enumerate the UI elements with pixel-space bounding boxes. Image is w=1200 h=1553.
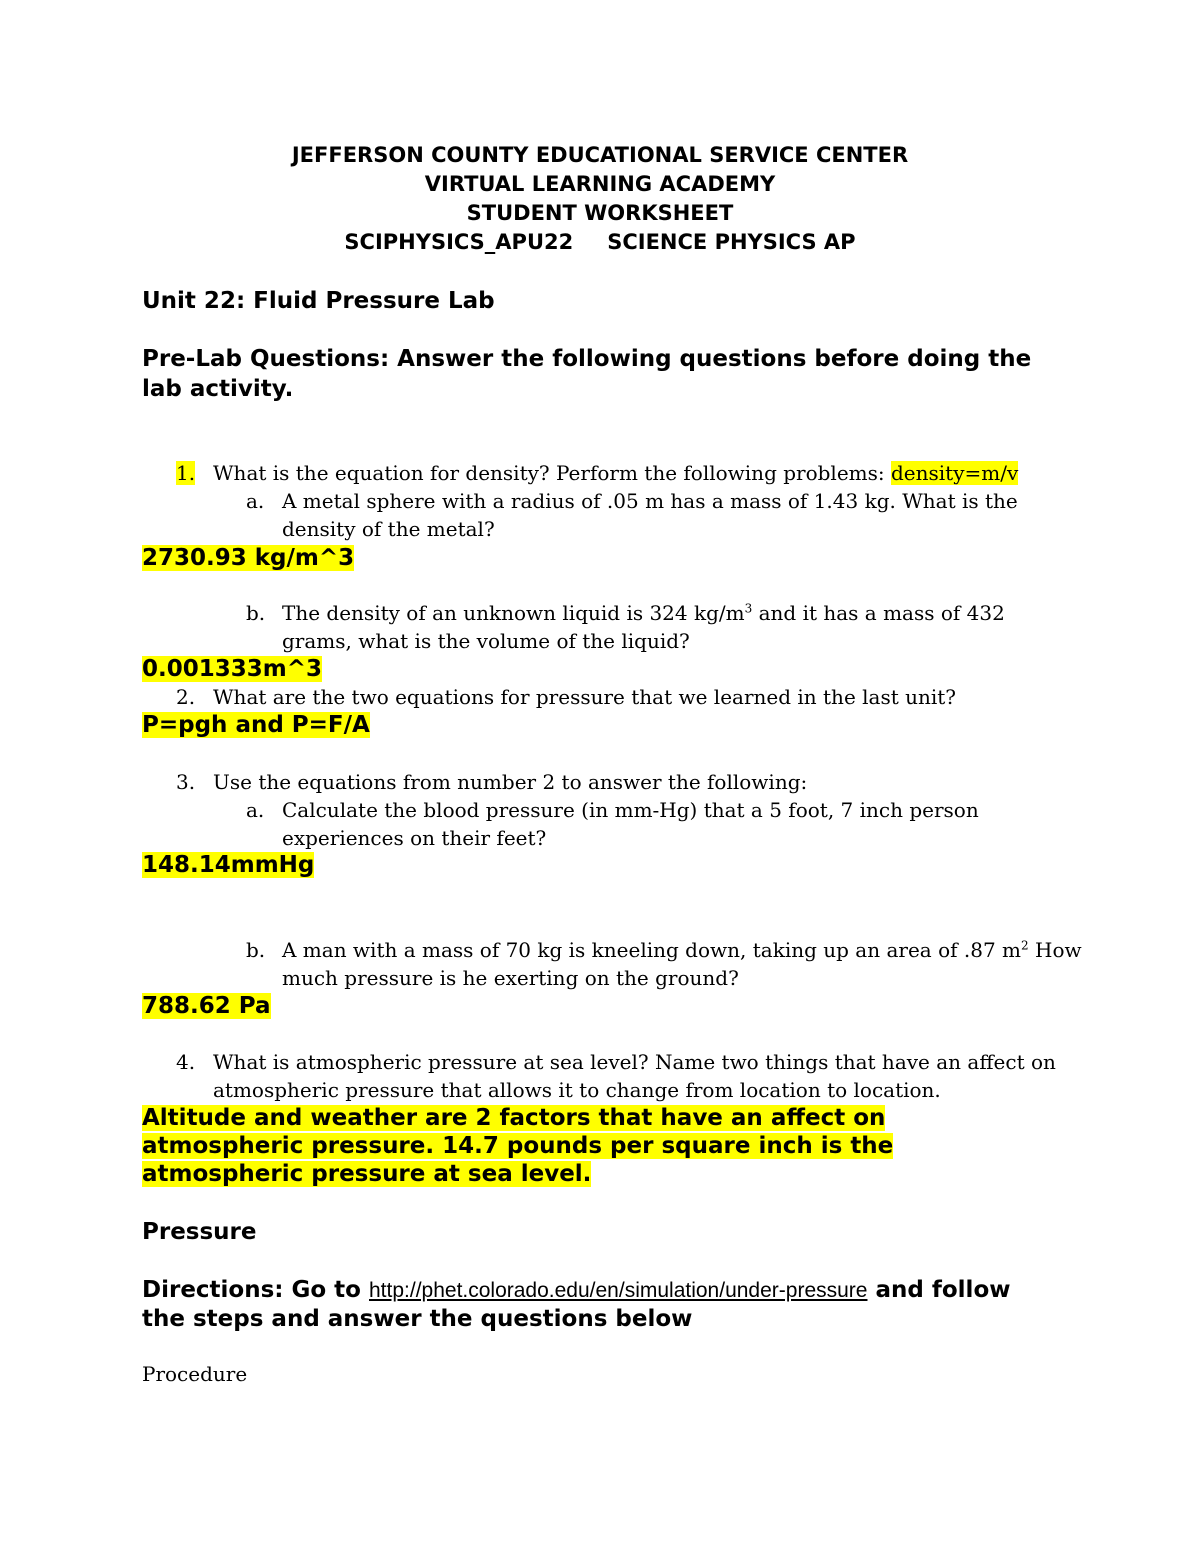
q1a-line-2: density of the metal? (282, 517, 495, 541)
directions-line-2: the steps and answer the questions below (142, 1306, 693, 1332)
q2-text: What are the two equations for pressure that we learned in the last unit? (213, 685, 957, 709)
prelab-instructions-line-1: Pre-Lab Questions: Answer the following questions before doing the (142, 346, 1032, 372)
q2-answer: P=pgh and P=F/A (142, 712, 370, 738)
q4-answer-line-3: atmospheric pressure at sea level. (142, 1161, 592, 1187)
procedure-label: Procedure (142, 1362, 248, 1386)
q1b-line-2: grams, what is the volume of the liquid? (282, 629, 690, 653)
header-line-2: VIRTUAL LEARNING ACADEMY (424, 172, 776, 196)
q3a-marker: a. (246, 798, 265, 822)
q3b-line-2: much pressure is he exerting on the ground? (282, 966, 739, 990)
q1b-marker: b. (246, 601, 266, 625)
header-line-3: STUDENT WORKSHEET (466, 201, 734, 225)
q4-answer-line-1: Altitude and weather are 2 factors that have an affect on (142, 1105, 886, 1131)
q3-text: Use the equations from number 2 to answer the following: (213, 770, 808, 794)
q3-number: 3. (176, 770, 196, 794)
q3a-line-1: Calculate the blood pressure (in mm-Hg) that a 5 foot, 7 inch person (282, 798, 979, 822)
q2-number: 2. (176, 685, 196, 709)
pressure-heading: Pressure (142, 1219, 257, 1245)
q3a-line-2: experiences on their feet? (282, 826, 547, 850)
q1-text: What is the equation for density? Perform the following problems: density=m/v (213, 461, 1019, 485)
course-code: SCIPHYSICS_APU22 (344, 230, 574, 254)
q3b-answer: 788.62 Pa (142, 993, 271, 1019)
header-line-1: JEFFERSON COUNTY EDUCATIONAL SERVICE CENTER (291, 143, 909, 167)
q3b-marker: b. (246, 938, 266, 962)
q4-number: 4. (176, 1050, 196, 1074)
q4-line-2: atmospheric pressure that allows it to change from location to location. (213, 1078, 941, 1102)
q4-line-1: What is atmospheric pressure at sea level? Name two things that have an affect on (213, 1050, 1056, 1074)
q1a-marker: a. (246, 489, 265, 513)
unit-title: Unit 22: Fluid Pressure Lab (142, 288, 495, 314)
q4-answer-line-2: atmospheric pressure. 14.7 pounds per square inch is the (142, 1133, 894, 1159)
course-name: SCIENCE PHYSICS AP (607, 230, 856, 254)
q1-highlight: density=m/v (891, 461, 1019, 485)
q1-number: 1. (176, 461, 196, 485)
directions-line-1 (142, 1277, 1011, 1303)
prelab-instructions-line-2: lab activity. (142, 376, 294, 402)
directions-after: and follow (875, 1277, 1011, 1303)
q1a-line-1: A metal sphere with a radius of .05 m has a mass of 1.43 kg. What is the (282, 489, 1018, 513)
q1a-answer: 2730.93 kg/m^3 (142, 545, 355, 571)
phet-simulation-link[interactable]: http://phet.colorado.edu/en/simulation/under-pressure (369, 1279, 868, 1302)
directions-label: Directions: Go to (142, 1277, 361, 1303)
q1b-line-1: The density of an unknown liquid is 324 $kg/m^3$ and it has a mass of 432 (282, 601, 1005, 625)
header-line-4 (0, 230, 1200, 254)
q3a-answer: 148.14mmHg (142, 852, 315, 878)
q3b-line-1: A man with a mass of 70 kg is kneeling down, taking up an area of .87 $m^2$ How (282, 938, 1082, 962)
q1b-answer: 0.001333m^3 (142, 656, 323, 682)
